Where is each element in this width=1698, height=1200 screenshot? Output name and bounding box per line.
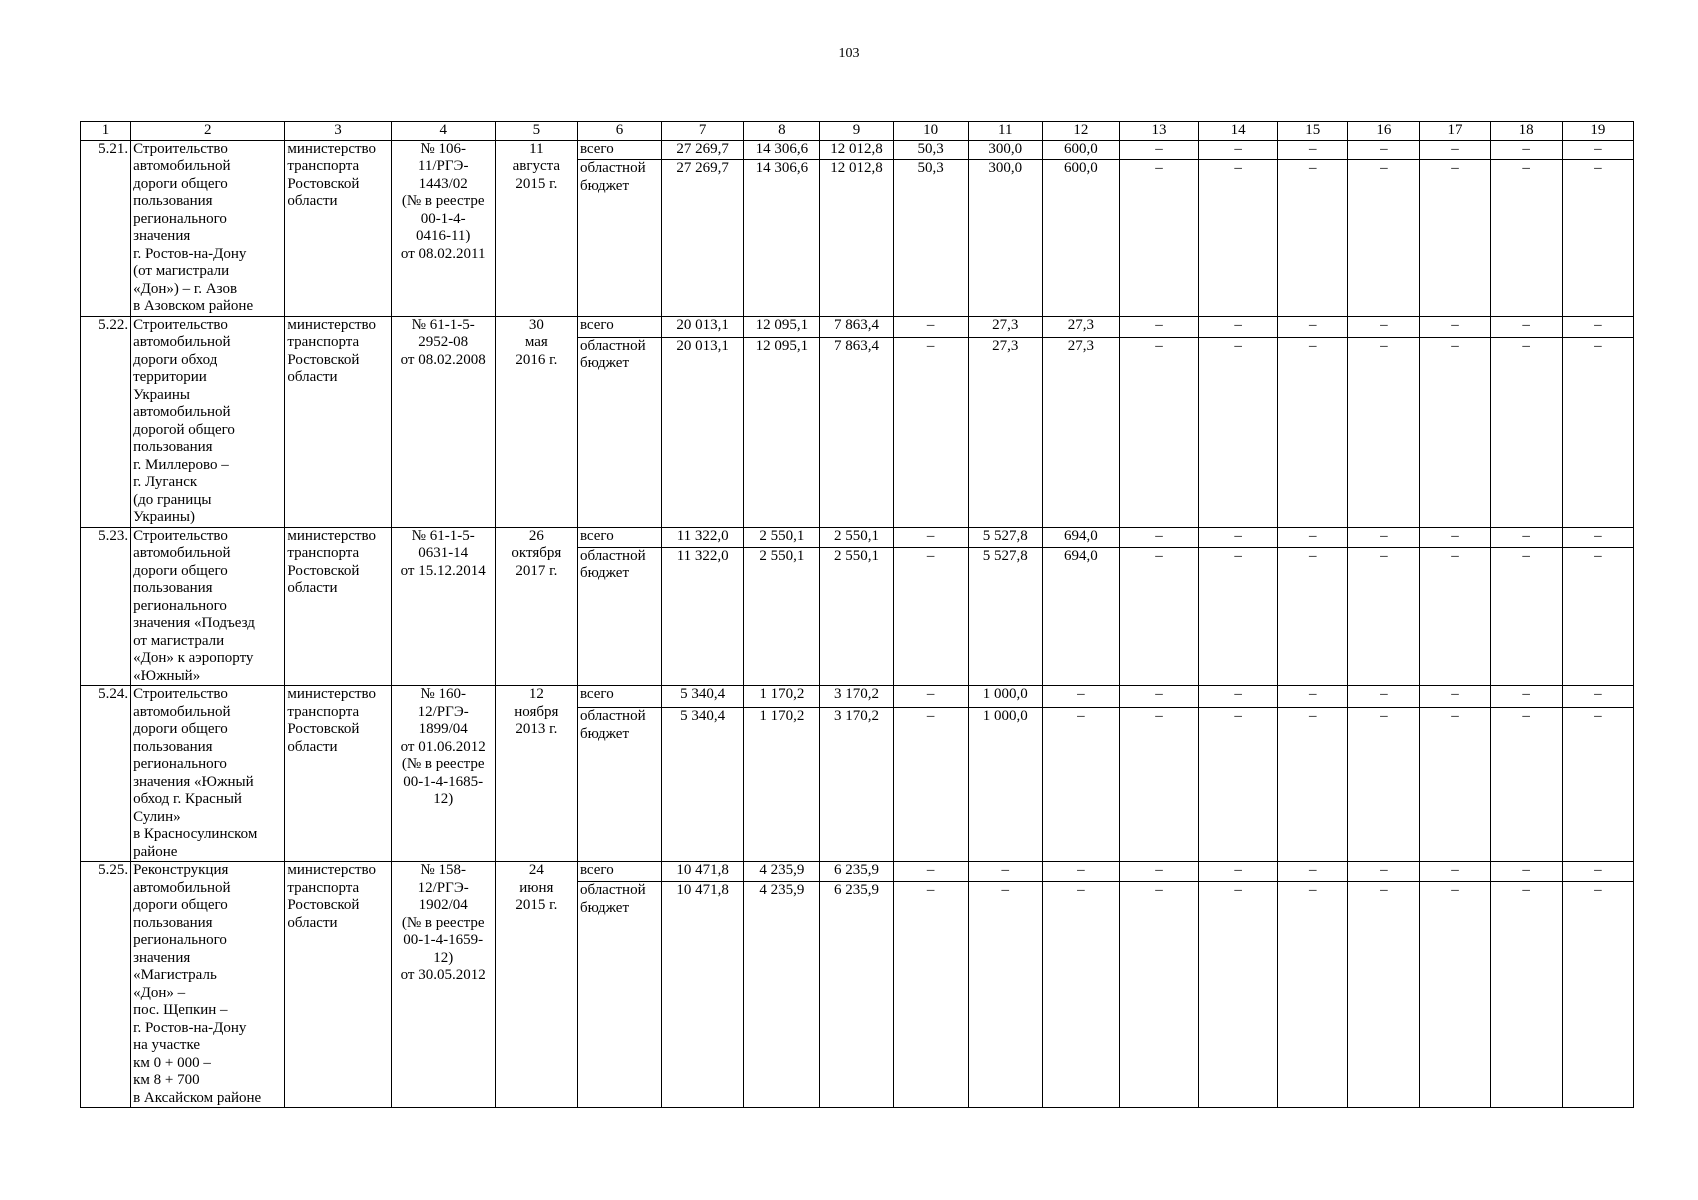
column-header: 4 <box>391 122 495 141</box>
column-header: 17 <box>1420 122 1490 141</box>
value-cell: – <box>1490 547 1562 686</box>
value-cell: – <box>968 882 1042 1108</box>
funding-source: всего <box>577 527 661 547</box>
column-header: 11 <box>968 122 1042 141</box>
table-header-row <box>81 122 1634 141</box>
item-number: 5.23. <box>81 527 131 686</box>
value-cell: – <box>968 862 1042 882</box>
column-header: 7 <box>662 122 744 141</box>
value-cell: 7 863,4 <box>820 337 893 527</box>
value-cell: – <box>1562 527 1633 547</box>
value-cell: – <box>1490 160 1562 316</box>
value-cell: – <box>1119 527 1198 547</box>
value-cell: 4 235,9 <box>744 862 820 882</box>
value-cell: – <box>1119 862 1198 882</box>
value-cell: – <box>1420 160 1490 316</box>
object-name: Строительство автомобильной дороги общего пользования регионального значения «Подъезд от магистрали «Дон» к аэропорту «Южный» <box>131 527 285 686</box>
value-cell: – <box>1490 337 1562 527</box>
value-cell: 600,0 <box>1042 140 1119 160</box>
value-cell: – <box>1420 547 1490 686</box>
value-cell: – <box>893 882 968 1108</box>
value-cell: – <box>1278 882 1348 1108</box>
item-number: 5.22. <box>81 316 131 527</box>
value-cell: 11 322,0 <box>662 547 744 686</box>
funding-source: всего <box>577 686 661 708</box>
value-cell: 300,0 <box>968 140 1042 160</box>
expertise-document: № 61-1-5- 2952-08 от 08.02.2008 <box>391 316 495 527</box>
value-cell: – <box>1420 686 1490 708</box>
value-cell: – <box>1562 547 1633 686</box>
value-cell: – <box>1119 708 1198 862</box>
value-cell: 1 000,0 <box>968 708 1042 862</box>
value-cell: – <box>1490 882 1562 1108</box>
value-cell: – <box>1348 708 1420 862</box>
value-cell: 5 340,4 <box>662 686 744 708</box>
column-header: 3 <box>285 122 391 141</box>
value-cell: – <box>1278 686 1348 708</box>
expertise-document: № 160- 12/РГЭ- 1899/04 от 01.06.2012 (№ в реестре 00-1-4-1685- 12) <box>391 686 495 862</box>
column-header: 16 <box>1348 122 1420 141</box>
value-cell: – <box>1562 882 1633 1108</box>
value-cell: 27 269,7 <box>662 140 744 160</box>
value-cell: – <box>1199 686 1278 708</box>
value-cell: 12 012,8 <box>820 160 893 316</box>
value-cell: – <box>1042 686 1119 708</box>
value-cell: – <box>1490 686 1562 708</box>
value-cell: – <box>1348 316 1420 337</box>
value-cell: – <box>1119 337 1198 527</box>
value-cell: – <box>1490 708 1562 862</box>
value-cell: – <box>1199 862 1278 882</box>
value-cell: – <box>1348 547 1420 686</box>
item-number: 5.25. <box>81 862 131 1108</box>
value-cell: – <box>1348 882 1420 1108</box>
value-cell: – <box>1562 316 1633 337</box>
object-name: Строительство автомобильной дороги обход территории Украины автомобильной дорогой общего пользования г. Миллерово – г. Луганск (до границы Украины) <box>131 316 285 527</box>
value-cell: – <box>1199 316 1278 337</box>
completion-date: 26 октября 2017 г. <box>495 527 577 686</box>
value-cell: – <box>1562 686 1633 708</box>
value-cell: 5 340,4 <box>662 708 744 862</box>
value-cell: – <box>1348 686 1420 708</box>
completion-date: 24 июня 2015 г. <box>495 862 577 1108</box>
funding-source: областной бюджет <box>577 708 661 862</box>
value-cell: 27 269,7 <box>662 160 744 316</box>
value-cell: – <box>1420 316 1490 337</box>
value-cell: 600,0 <box>1042 160 1119 316</box>
value-cell: 2 550,1 <box>820 547 893 686</box>
funding-source: областной бюджет <box>577 160 661 316</box>
completion-date: 12 ноября 2013 г. <box>495 686 577 862</box>
value-cell: – <box>1042 708 1119 862</box>
expertise-document: № 158- 12/РГЭ- 1902/04 (№ в реестре 00-1-4-1659- 12) от 30.05.2012 <box>391 862 495 1108</box>
value-cell: – <box>893 686 968 708</box>
value-cell: – <box>1042 862 1119 882</box>
page-number: 103 <box>838 46 860 61</box>
value-cell: – <box>1199 547 1278 686</box>
funding-source: всего <box>577 140 661 160</box>
value-cell: – <box>1119 160 1198 316</box>
column-header: 10 <box>893 122 968 141</box>
value-cell: – <box>1348 160 1420 316</box>
value-cell: – <box>1562 708 1633 862</box>
value-cell: – <box>1490 316 1562 337</box>
value-cell: 300,0 <box>968 160 1042 316</box>
value-cell: – <box>893 708 968 862</box>
responsible-org: министерство транспорта Ростовской области <box>285 686 391 862</box>
value-cell: 12 095,1 <box>744 316 820 337</box>
column-header: 2 <box>131 122 285 141</box>
value-cell: – <box>893 316 968 337</box>
value-cell: – <box>1420 140 1490 160</box>
responsible-org: министерство транспорта Ростовской области <box>285 316 391 527</box>
value-cell: 2 550,1 <box>744 527 820 547</box>
value-cell: – <box>1119 316 1198 337</box>
table-row <box>81 316 1634 337</box>
value-cell: 7 863,4 <box>820 316 893 337</box>
funding-source: областной бюджет <box>577 882 661 1108</box>
value-cell: 4 235,9 <box>744 882 820 1108</box>
value-cell: 11 322,0 <box>662 527 744 547</box>
funding-source: всего <box>577 316 661 337</box>
table-row <box>81 527 1634 547</box>
object-name: Строительство автомобильной дороги общего пользования регионального значения «Южный обход г. Красный Сулин» в Красносулинском районе <box>131 686 285 862</box>
value-cell: – <box>1420 862 1490 882</box>
value-cell: – <box>1278 140 1348 160</box>
value-cell: 3 170,2 <box>820 686 893 708</box>
column-header: 1 <box>81 122 131 141</box>
value-cell: 1 170,2 <box>744 686 820 708</box>
value-cell: – <box>1119 140 1198 160</box>
value-cell: 1 000,0 <box>968 686 1042 708</box>
value-cell: – <box>1199 882 1278 1108</box>
value-cell: – <box>1278 708 1348 862</box>
responsible-org: министерство транспорта Ростовской области <box>285 140 391 316</box>
table-row <box>81 140 1634 160</box>
funding-source: областной бюджет <box>577 337 661 527</box>
value-cell: 27,3 <box>1042 337 1119 527</box>
value-cell: – <box>1119 882 1198 1108</box>
value-cell: – <box>1348 140 1420 160</box>
investment-table <box>80 121 1634 1108</box>
value-cell: – <box>1490 140 1562 160</box>
object-name: Строительство автомобильной дороги общего пользования регионального значения г. Ростов-на-Дону (от магистрали «Дон») – г. Азов в Азовском районе <box>131 140 285 316</box>
value-cell: – <box>1348 527 1420 547</box>
value-cell: – <box>1420 527 1490 547</box>
value-cell: 694,0 <box>1042 547 1119 686</box>
column-header: 12 <box>1042 122 1119 141</box>
value-cell: 12 095,1 <box>744 337 820 527</box>
item-number: 5.21. <box>81 140 131 316</box>
responsible-org: министерство транспорта Ростовской области <box>285 862 391 1108</box>
value-cell: 20 013,1 <box>662 316 744 337</box>
value-cell: – <box>1119 686 1198 708</box>
column-header: 18 <box>1490 122 1562 141</box>
value-cell: – <box>1278 316 1348 337</box>
value-cell: – <box>1119 547 1198 686</box>
value-cell: 27,3 <box>968 337 1042 527</box>
value-cell: 14 306,6 <box>744 140 820 160</box>
expertise-document: № 61-1-5- 0631-14 от 15.12.2014 <box>391 527 495 686</box>
completion-date: 11 августа 2015 г. <box>495 140 577 316</box>
value-cell: – <box>1278 527 1348 547</box>
value-cell: – <box>1278 160 1348 316</box>
value-cell: – <box>1420 882 1490 1108</box>
value-cell: – <box>1199 140 1278 160</box>
value-cell: – <box>893 547 968 686</box>
column-header: 19 <box>1562 122 1633 141</box>
value-cell: – <box>1490 862 1562 882</box>
value-cell: 20 013,1 <box>662 337 744 527</box>
value-cell: 2 550,1 <box>744 547 820 686</box>
column-header: 15 <box>1278 122 1348 141</box>
value-cell: – <box>1420 708 1490 862</box>
expertise-document: № 106- 11/РГЭ- 1443/02 (№ в реестре 00-1-4- 0416-11) от 08.02.2011 <box>391 140 495 316</box>
funding-source: всего <box>577 862 661 882</box>
value-cell: 6 235,9 <box>820 862 893 882</box>
value-cell: – <box>1042 882 1119 1108</box>
item-number: 5.24. <box>81 686 131 862</box>
value-cell: – <box>1199 160 1278 316</box>
value-cell: – <box>893 337 968 527</box>
value-cell: 6 235,9 <box>820 882 893 1108</box>
value-cell: – <box>1562 337 1633 527</box>
value-cell: 27,3 <box>1042 316 1119 337</box>
value-cell: 12 012,8 <box>820 140 893 160</box>
value-cell: 50,3 <box>893 140 968 160</box>
value-cell: 10 471,8 <box>662 862 744 882</box>
column-header: 9 <box>820 122 893 141</box>
value-cell: – <box>893 527 968 547</box>
funding-source: областной бюджет <box>577 547 661 686</box>
column-header: 14 <box>1199 122 1278 141</box>
value-cell: – <box>1562 160 1633 316</box>
completion-date: 30 мая 2016 г. <box>495 316 577 527</box>
value-cell: – <box>1348 862 1420 882</box>
value-cell: – <box>1278 547 1348 686</box>
column-header: 13 <box>1119 122 1198 141</box>
value-cell: – <box>1278 862 1348 882</box>
value-cell: – <box>1490 527 1562 547</box>
column-header: 6 <box>577 122 661 141</box>
column-header: 8 <box>744 122 820 141</box>
value-cell: – <box>1199 708 1278 862</box>
object-name: Реконструкция автомобильной дороги общего пользования регионального значения «Магистраль «Дон» – пос. Щепкин – г. Ростов-на-Дону на участке км 0 + 000 – км 8 + 700 в Аксайском районе <box>131 862 285 1108</box>
value-cell: 50,3 <box>893 160 968 316</box>
value-cell: 1 170,2 <box>744 708 820 862</box>
table-row <box>81 686 1634 708</box>
value-cell: – <box>1562 862 1633 882</box>
value-cell: – <box>1562 140 1633 160</box>
value-cell: – <box>1278 337 1348 527</box>
value-cell: 10 471,8 <box>662 882 744 1108</box>
value-cell: 3 170,2 <box>820 708 893 862</box>
value-cell: 5 527,8 <box>968 527 1042 547</box>
table-row <box>81 862 1634 882</box>
value-cell: 2 550,1 <box>820 527 893 547</box>
value-cell: 27,3 <box>968 316 1042 337</box>
column-header: 5 <box>495 122 577 141</box>
value-cell: 5 527,8 <box>968 547 1042 686</box>
value-cell: – <box>1199 527 1278 547</box>
value-cell: – <box>1420 337 1490 527</box>
responsible-org: министерство транспорта Ростовской области <box>285 527 391 686</box>
value-cell: – <box>1199 337 1278 527</box>
value-cell: – <box>893 862 968 882</box>
value-cell: 694,0 <box>1042 527 1119 547</box>
value-cell: 14 306,6 <box>744 160 820 316</box>
value-cell: – <box>1348 337 1420 527</box>
